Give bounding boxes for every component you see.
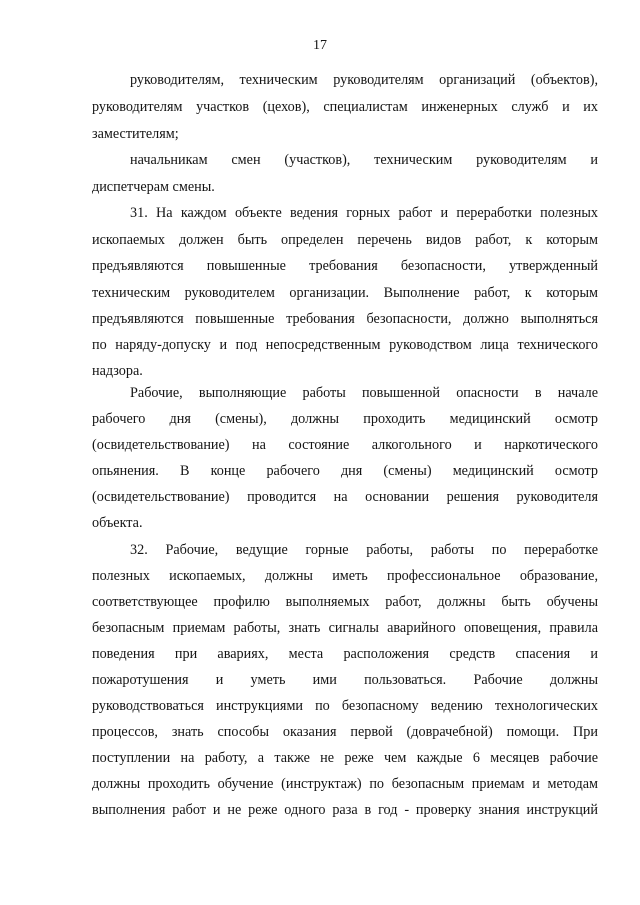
text-line: предъявляются повышенные требования безопасности, должно выполняться: [92, 311, 598, 327]
text-line: заместителям;: [92, 126, 179, 142]
text-line: 32. Рабочие, ведущие горные работы, работы по переработке: [130, 542, 598, 558]
text-line: поступлении на работу, а также не реже чем каждые 6 месяцев рабочие: [92, 750, 598, 766]
text-line: начальникам смен (участков), техническим руководителям и: [130, 152, 598, 168]
text-line: предъявляются повышенные требования безопасности, утвержденный: [92, 258, 598, 274]
text-line: диспетчерам смены.: [92, 179, 215, 195]
text-line: пожаротушения и уметь ими пользоваться. Рабочие должны: [92, 672, 598, 688]
text-line: опьянения. В конце рабочего дня (смены) медицинский осмотр: [92, 463, 598, 479]
text-line: полезных ископаемых, должны иметь профессиональное образование,: [92, 568, 598, 584]
text-line: безопасным приемам работы, знать сигналы аварийного оповещения, правила: [92, 620, 598, 636]
text-line: техническим руководителем организации. Выполнение работ, к которым: [92, 285, 598, 301]
text-line: должны проходить обучение (инструктаж) по безопасным приемам и методам: [92, 776, 598, 792]
page-number: 17: [313, 38, 327, 53]
text-line: Рабочие, выполняющие работы повышенной опасности в начале: [130, 385, 598, 401]
text-line: соответствующее профилю выполняемых работ, должны быть обучены: [92, 594, 598, 610]
text-line: 31. На каждом объекте ведения горных работ и переработки полезных: [130, 205, 598, 221]
text-line: рабочего дня (смены), должны проходить медицинский осмотр: [92, 411, 598, 427]
text-line: надзора.: [92, 363, 143, 379]
text-line: ископаемых должен быть определен перечень видов работ, к которым: [92, 232, 598, 248]
text-line: выполнения работ и не реже одного раза в год - проверку знания инструкций: [92, 802, 598, 818]
text-line: по наряду-допуску и под непосредственным руководством лица технического: [92, 337, 598, 353]
text-line: поведения при авариях, места расположения средств спасения и: [92, 646, 598, 662]
text-line: (освидетельствование) проводится на основании решения руководителя: [92, 489, 598, 505]
text-line: процессов, знать способы оказания первой (доврачебной) помощи. При: [92, 724, 598, 740]
text-line: объекта.: [92, 515, 143, 531]
text-line: руководителям, техническим руководителям организаций (объектов),: [130, 72, 598, 88]
text-line: руководителям участков (цехов), специалистам инженерных служб и их: [92, 99, 598, 115]
text-line: руководствоваться инструкциями по безопасному ведению технологических: [92, 698, 598, 714]
text-line: (освидетельствование) на состояние алкогольного и наркотического: [92, 437, 598, 453]
